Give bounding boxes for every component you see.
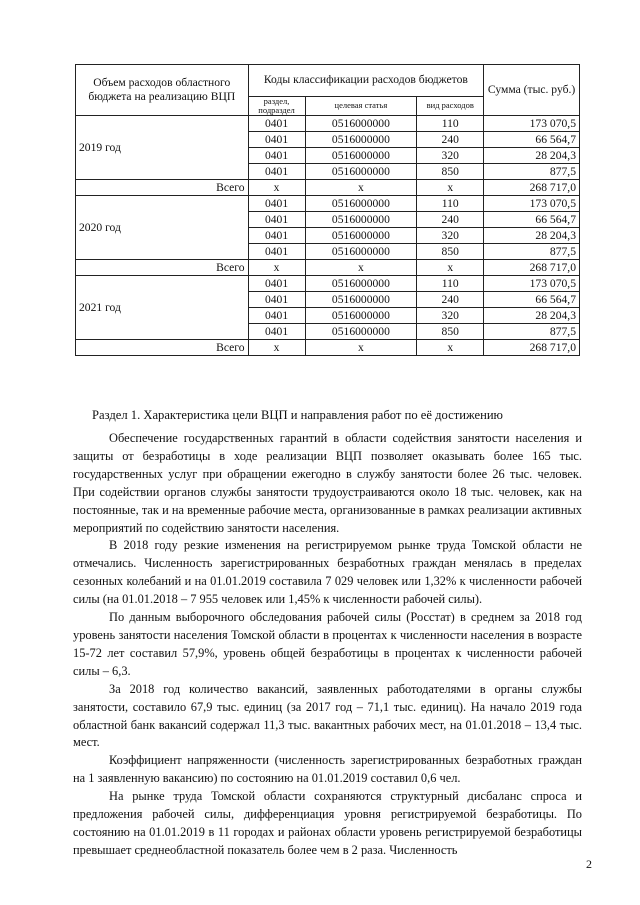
target-code: 0516000000 <box>305 164 417 180</box>
section-code: 0401 <box>248 324 305 340</box>
total-section: х <box>248 260 305 276</box>
total-sum: 268 717,0 <box>484 260 580 276</box>
total-type: х <box>417 340 484 356</box>
header-section: раздел, подраздел <box>248 96 305 115</box>
sum-value: 28 204,3 <box>484 308 580 324</box>
sum-value: 173 070,5 <box>484 116 580 132</box>
paragraph: По данным выборочного обследования рабочей силы (Росстат) в среднем за 2018 год уровень занятости населения Томской области в процентах к численности населения в возрасте 15-72 лет составил 57,9%, уровень общей безработицы в процентах к численности рабочей силы – 6,3. <box>73 610 582 678</box>
total-row <box>76 260 580 276</box>
sum-value: 877,5 <box>484 164 580 180</box>
header-sum: Сумма (тыс. руб.) <box>484 65 580 116</box>
total-target: х <box>305 260 417 276</box>
total-section: х <box>248 340 305 356</box>
type-code: 320 <box>417 148 484 164</box>
target-code: 0516000000 <box>305 148 417 164</box>
year-label: 2021 год <box>76 276 249 340</box>
total-target: х <box>305 340 417 356</box>
total-type: х <box>417 260 484 276</box>
year-label: 2019 год <box>76 116 249 180</box>
page-number: 2 <box>586 857 592 871</box>
total-type: х <box>417 180 484 196</box>
total-sum: 268 717,0 <box>484 340 580 356</box>
paragraph: Коэффициент напряженности (численность зарегистрированных безработных граждан на 1 заявленную вакансию) по состоянию на 01.01.2019 составил 0,6 чел. <box>73 753 582 786</box>
type-code: 110 <box>417 276 484 292</box>
table-row <box>76 276 580 292</box>
table-row <box>76 116 580 132</box>
header-volume: Объем расходов областного бюджета на реализацию ВЦП <box>76 65 249 116</box>
target-code: 0516000000 <box>305 324 417 340</box>
target-code: 0516000000 <box>305 308 417 324</box>
total-label: Всего <box>76 180 249 196</box>
paragraph: Обеспечение государственных гарантий в области содействия занятости населения и защиты от безработицы в ходе реализации ВЦП позволяет оказывать более 165 тыс. государственных услуг при обращении ежегодно в службу занятости более 26 тыс. человек. При содействии органов службы занятости трудоустраиваются около 18 тыс. человек, как на постоянные, так и на временные рабочие места, организованные в рамках реализации активных мероприятий по содействию занятости населения. <box>73 431 582 535</box>
total-target: х <box>305 180 417 196</box>
total-section: х <box>248 180 305 196</box>
target-code: 0516000000 <box>305 212 417 228</box>
header-type: вид расходов <box>417 96 484 115</box>
section-code: 0401 <box>248 148 305 164</box>
total-label: Всего <box>76 340 249 356</box>
total-row <box>76 180 580 196</box>
target-code: 0516000000 <box>305 244 417 260</box>
type-code: 240 <box>417 212 484 228</box>
type-code: 110 <box>417 116 484 132</box>
section-code: 0401 <box>248 244 305 260</box>
section-code: 0401 <box>248 164 305 180</box>
sum-value: 173 070,5 <box>484 196 580 212</box>
target-code: 0516000000 <box>305 116 417 132</box>
section-code: 0401 <box>248 132 305 148</box>
sum-value: 66 564,7 <box>484 292 580 308</box>
paragraph: За 2018 год количество вакансий, заявленных работодателями в органы службы занятости, составило 67,9 тыс. единиц (за 2017 год – 71,1 тыс. единиц). На начало 2019 года областной банк вакансий содержал 11,3 тыс. вакантных рабочих мест, на 01.01.2018 – 13,4 тыс. мест. <box>73 681 582 750</box>
type-code: 240 <box>417 292 484 308</box>
section-code: 0401 <box>248 276 305 292</box>
paragraph: В 2018 году резкие изменения на регистрируемом рынке труда Томской области не отмечались. Численность зарегистрированных безработных граждан менялась в пределах сезонных колебаний и на 01.01.2019 составила 7 029 человек или 1,32% к численности рабочей силы (на 01.01.2018 – 7 955 человек или 1,45% к численности рабочей силы). <box>73 538 582 607</box>
type-code: 110 <box>417 196 484 212</box>
sum-value: 28 204,3 <box>484 148 580 164</box>
sum-value: 173 070,5 <box>484 276 580 292</box>
section-code: 0401 <box>248 292 305 308</box>
type-code: 320 <box>417 228 484 244</box>
section-code: 0401 <box>248 228 305 244</box>
type-code: 850 <box>417 244 484 260</box>
total-row <box>76 340 580 356</box>
year-label: 2020 год <box>76 196 249 260</box>
paragraph: На рынке труда Томской области сохраняются структурный дисбаланс спроса и предложения рабочей силы, дифференциация уровня регистрируемой безработицы. По состоянию на 01.01.2019 в 11 городах и районах области уровень регистрируемой безработицы превышает среднеобластной показатель более чем в 2 раза. Численность <box>73 789 582 857</box>
table-row <box>76 196 580 212</box>
target-code: 0516000000 <box>305 292 417 308</box>
target-code: 0516000000 <box>305 132 417 148</box>
section-code: 0401 <box>248 212 305 228</box>
sum-value: 66 564,7 <box>484 132 580 148</box>
total-label: Всего <box>76 260 249 276</box>
type-code: 850 <box>417 164 484 180</box>
section-code: 0401 <box>248 308 305 324</box>
budget-table-body <box>76 116 580 356</box>
header-codes: Коды классификации расходов бюджетов <box>248 65 484 97</box>
section-code: 0401 <box>248 116 305 132</box>
header-target: целевая статья <box>305 96 417 115</box>
section-code: 0401 <box>248 196 305 212</box>
target-code: 0516000000 <box>305 228 417 244</box>
target-code: 0516000000 <box>305 276 417 292</box>
body-text <box>73 430 582 860</box>
sum-value: 877,5 <box>484 244 580 260</box>
target-code: 0516000000 <box>305 196 417 212</box>
type-code: 320 <box>417 308 484 324</box>
type-code: 240 <box>417 132 484 148</box>
budget-table <box>75 64 580 356</box>
sum-value: 66 564,7 <box>484 212 580 228</box>
total-sum: 268 717,0 <box>484 180 580 196</box>
sum-value: 28 204,3 <box>484 228 580 244</box>
section-heading: Раздел 1. Характеристика цели ВЦП и направления работ по её достижению <box>92 408 503 422</box>
type-code: 850 <box>417 324 484 340</box>
sum-value: 877,5 <box>484 324 580 340</box>
